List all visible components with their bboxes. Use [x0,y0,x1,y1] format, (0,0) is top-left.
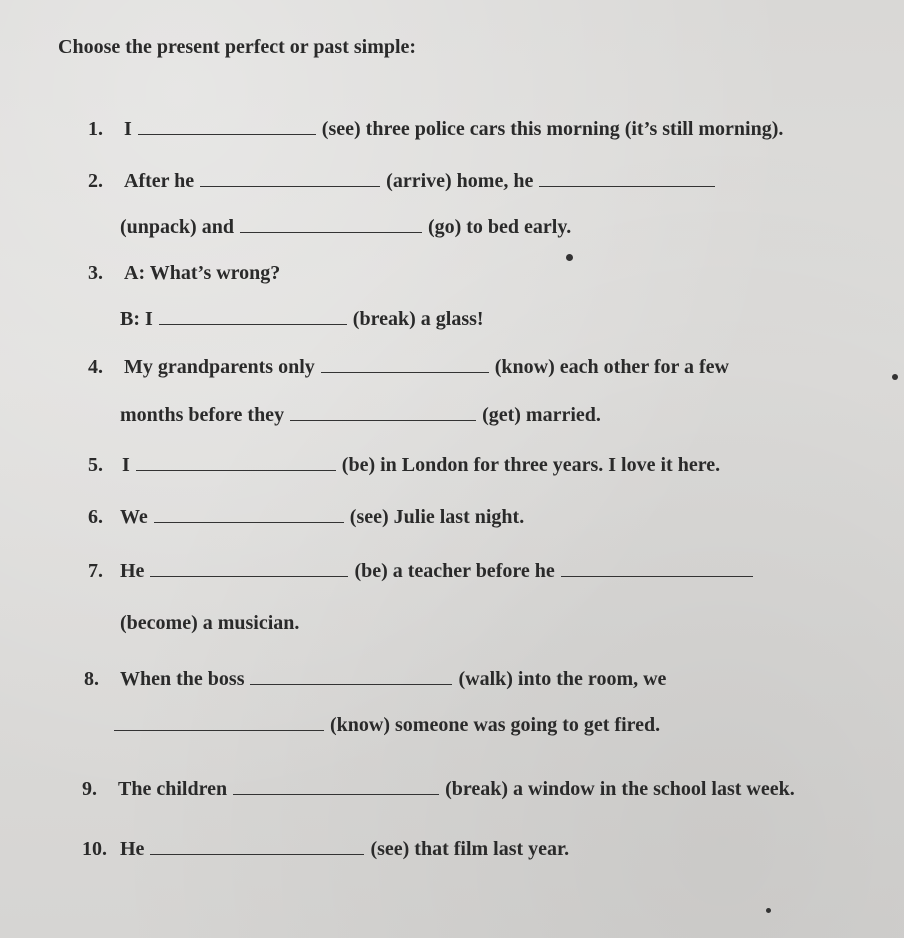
question-text: (go) to bed early. [427,216,572,238]
question-text: We [120,506,148,528]
question-text: (break) a window in the school last week. [445,778,795,800]
question-text: months before they [120,404,285,426]
ink-mark [566,254,573,261]
question-3 [88,262,280,285]
question-text: (get) married. [482,404,601,426]
question-4 [88,356,729,379]
question-10 [82,838,569,861]
question-text: (become) a musician. [120,612,300,634]
answer-blank[interactable] [321,371,489,373]
answer-blank[interactable] [159,323,347,325]
question-text: (see) three police cars this morning (it’s still morning). [321,118,784,140]
question-text: (know) each other for a few [494,356,729,378]
question-3-response [120,308,484,331]
answer-blank[interactable] [233,793,439,795]
question-number: 10. [82,838,107,860]
question-number: 2. [88,170,103,192]
question-number: 7. [88,560,103,582]
answer-blank[interactable] [240,231,422,233]
question-text: (arrive) home, he [386,170,534,192]
answer-blank[interactable] [154,521,344,523]
question-2-continued [120,216,571,239]
question-text: He [120,838,145,860]
question-text: (unpack) and [120,216,234,238]
question-text: When the boss [120,668,245,690]
question-9 [82,778,795,801]
question-text: The children [118,778,228,800]
question-text: (break) a glass! [352,308,484,330]
answer-blank[interactable] [561,575,753,577]
answer-blank[interactable] [200,185,380,187]
answer-blank[interactable] [136,469,336,471]
ink-mark [766,908,771,913]
answer-blank[interactable] [539,185,715,187]
question-text: A: What’s wrong? [124,262,281,284]
question-6 [88,506,524,529]
question-number: 4. [88,356,103,378]
question-text: My grandparents only [124,356,315,378]
question-number: 3. [88,262,103,284]
answer-blank[interactable] [150,575,348,577]
question-text: After he [124,170,195,192]
answer-blank[interactable] [114,729,324,731]
question-5 [88,454,720,477]
question-text: (walk) into the room, we [458,668,667,690]
question-text: I [122,454,130,476]
worksheet-title: Choose the present perfect or past simple: [58,36,417,58]
question-text: (be) a teacher before he [354,560,555,582]
answer-blank[interactable] [250,683,452,685]
question-4-continued [120,404,601,427]
question-text: (know) someone was going to get fired. [330,714,661,736]
question-text: He [120,560,145,582]
question-1 [88,118,783,141]
question-8 [84,668,666,691]
question-7-continued [120,612,299,635]
question-number: 8. [84,668,99,690]
question-number: 5. [88,454,103,476]
question-text: I [124,118,132,140]
question-8-continued [114,714,660,737]
question-number: 9. [82,778,97,800]
question-text: (be) in London for three years. I love it here. [341,454,721,476]
question-2 [88,170,721,193]
question-7 [88,560,759,583]
ink-mark [892,374,898,380]
answer-blank[interactable] [138,133,316,135]
question-text: (see) that film last year. [370,838,570,860]
question-text: B: I [120,308,153,330]
question-number: 1. [88,118,103,140]
question-text: (see) Julie last night. [349,506,525,528]
answer-blank[interactable] [290,419,476,421]
question-number: 6. [88,506,103,528]
answer-blank[interactable] [150,853,364,855]
